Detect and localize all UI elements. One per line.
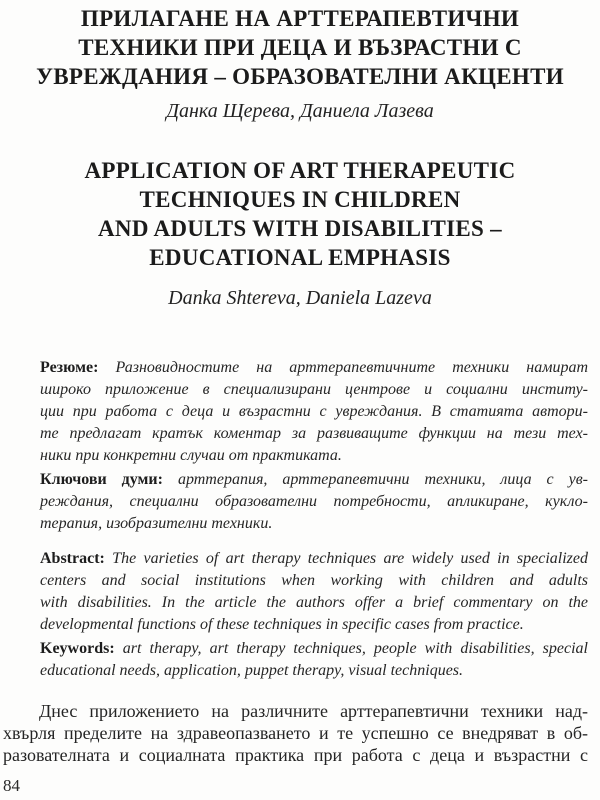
text-line: разователната и социалната практика при работа с деца и възрастни с	[3, 745, 588, 765]
text-line: Резюме: Разновидностите на арттерапевтичните техники намират	[40, 359, 588, 376]
text-line: AND ADULTS WITH DISABILITIES –	[98, 216, 502, 241]
text-line: Ключови думи: арттерапия, арттерапевтични техники, лица с ув-	[40, 471, 588, 488]
page-number: 84	[3, 776, 20, 795]
text-line: хвърля пределите на здравеопазването и те успешно се внедряват в об-	[3, 723, 588, 743]
text-line: ТЕХНИКИ ПРИ ДЕЦА И ВЪЗРАСТНИ С	[78, 35, 522, 60]
text-line: educational needs, application, puppet therapy, visual techniques.	[40, 662, 464, 679]
text-line: терапия, изобразителни техники.	[40, 515, 273, 532]
text-line: ники при конкретни случаи от практиката.	[40, 447, 342, 464]
text-line: ПРИЛАГАНЕ НА АРТТЕРАПЕВТИЧНИ	[80, 6, 520, 31]
text-line: реждания, специални образователни потребности, апликиране, кукло-	[40, 493, 588, 510]
text-line: developmental functions of these techniques in specific cases from practice.	[40, 616, 524, 633]
paragraph-label: Keywords:	[40, 640, 115, 657]
text-line: Abstract: The varieties of art therapy techniques are widely used in specialized	[40, 550, 588, 567]
authors-bulgarian: Данка Щерева, Даниела Лазева	[166, 100, 434, 122]
keywords-english-paragraph	[40, 638, 588, 682]
abstract-block	[40, 357, 588, 682]
abstract-bulgarian-paragraph	[40, 357, 588, 467]
body-paragraph	[3, 700, 588, 766]
text-line: Keywords: art therapy, art therapy techniques, people with disabilities, special	[40, 640, 588, 657]
text-line: УВРЕЖДАНИЯ – ОБРАЗОВАТЕЛНИ АКЦЕНТИ	[36, 64, 564, 89]
page-title-bulgarian	[0, 4, 600, 91]
text-line: EDUCATIONAL EMPHASIS	[149, 245, 451, 270]
text-line: Днес приложението на различните арттерапевтични техники над-	[39, 701, 588, 721]
page-title-english	[0, 156, 600, 272]
text-line: ции при работа с деца и възрастни с увреждания. В статията автори-	[40, 403, 588, 420]
abstract-english-paragraph	[40, 548, 588, 636]
paragraph-label: Ключови думи:	[40, 471, 163, 488]
paragraph-label: Abstract:	[40, 550, 105, 567]
text-line: TECHNIQUES IN CHILDREN	[139, 187, 461, 212]
text-line: широко приложение в специализирани центрове и социални институ-	[40, 381, 588, 398]
text-line: те предлагат кратък коментар за развиващите функции на тези тех-	[40, 425, 588, 442]
paragraph-label: Резюме:	[40, 359, 99, 376]
keywords-bulgarian-paragraph	[40, 469, 588, 535]
text-line: APPLICATION OF ART THERAPEUTIC	[84, 158, 516, 183]
authors-english: Danka Shtereva, Daniela Lazeva	[168, 287, 432, 309]
text-line: centers and social institutions when working with children and adults	[40, 572, 588, 589]
text-line: with disabilities. In the article the authors offer a brief commentary on the	[40, 594, 588, 611]
